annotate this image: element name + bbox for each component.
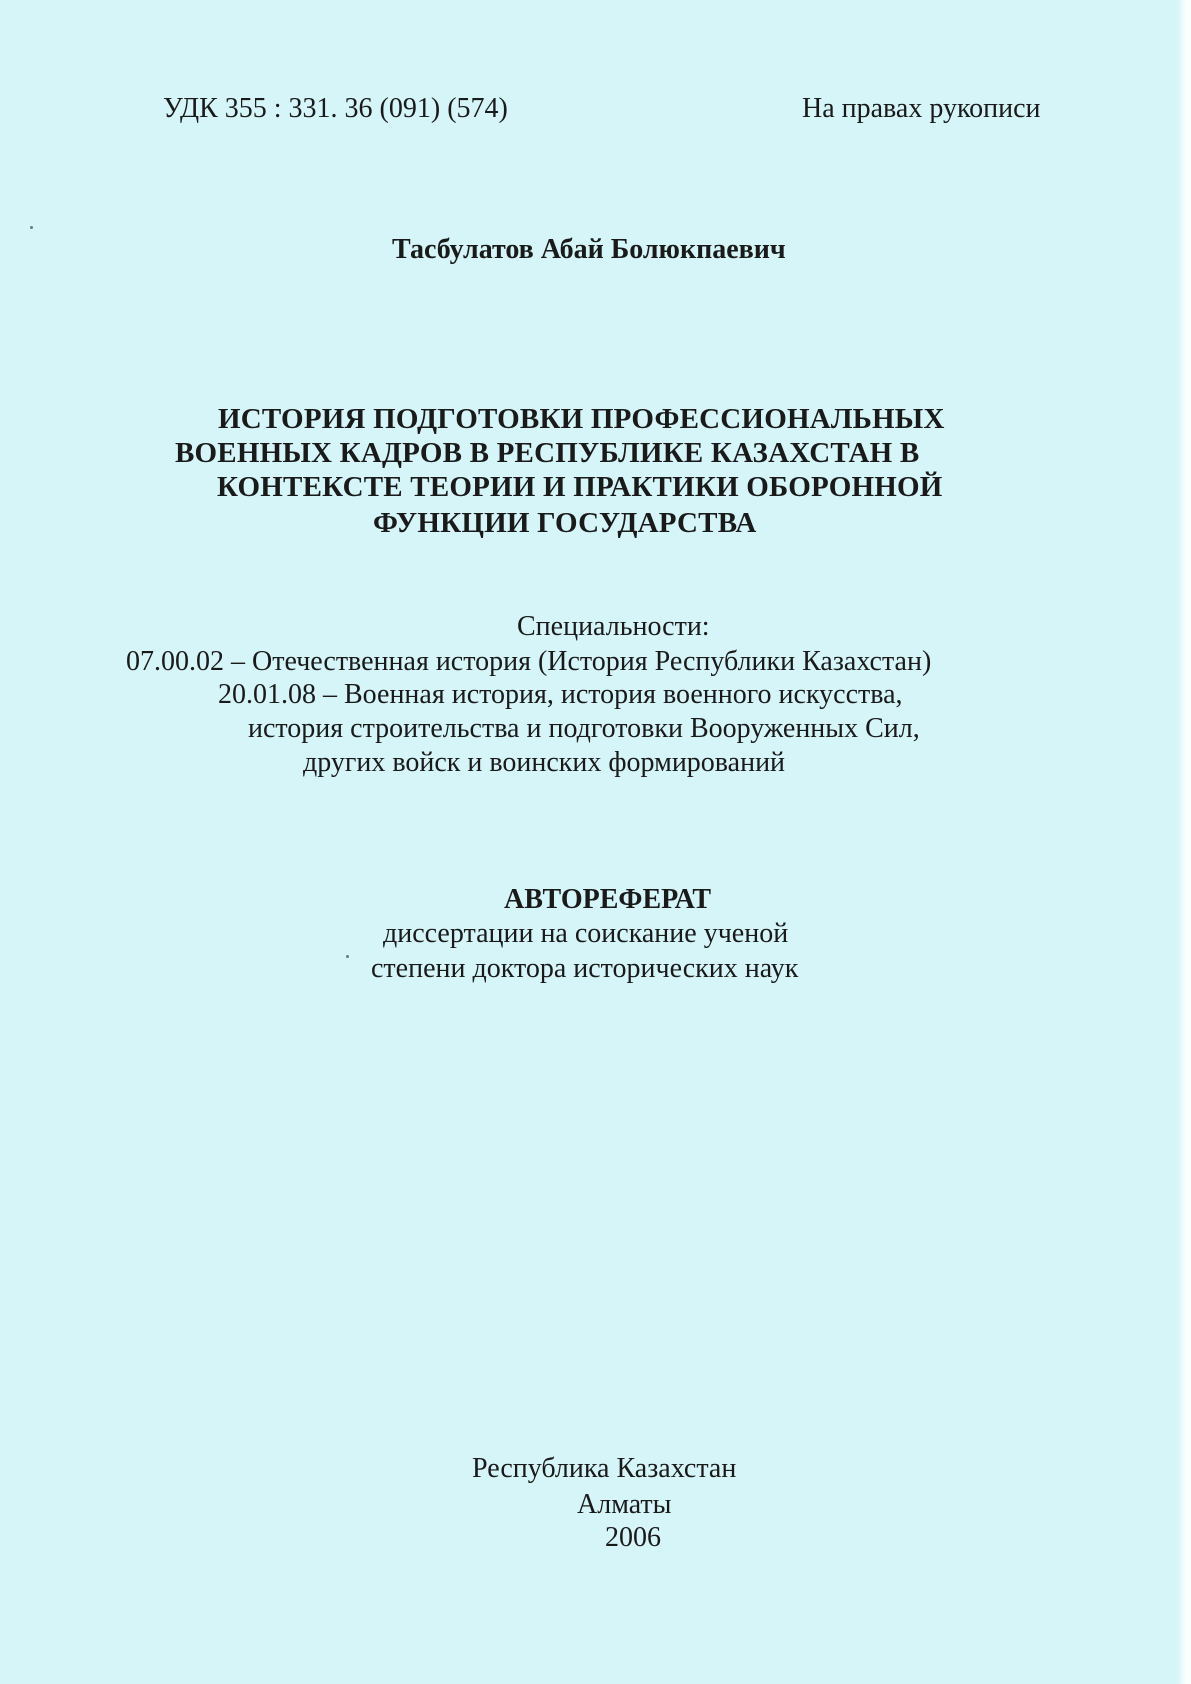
title-line-2: ВОЕННЫХ КАДРОВ В РЕСПУБЛИКЕ КАЗАХСТАН В bbox=[175, 437, 920, 469]
footer-country: Республика Казахстан bbox=[472, 1453, 737, 1484]
specialties-heading: Специальности: bbox=[517, 611, 710, 642]
author-name: Тасбулатов Абай Болюкпаевич bbox=[392, 234, 786, 265]
abstract-heading: АВТОРЕФЕРАТ bbox=[504, 884, 712, 915]
manuscript-rights-note: На правах рукописи bbox=[802, 93, 1041, 124]
abstract-line-1: диссертации на соискание ученой bbox=[383, 918, 789, 949]
footer-year: 2006 bbox=[605, 1522, 661, 1553]
specialty-line-2: 20.01.08 – Военная история, история военного искусства, bbox=[218, 679, 903, 710]
title-line-3: КОНТЕКСТЕ ТЕОРИИ И ПРАКТИКИ ОБОРОННОЙ bbox=[217, 471, 943, 503]
specialty-line-1: 07.00.02 – Отечественная история (История Республики Казахстан) bbox=[126, 646, 932, 677]
specialty-line-4: других войск и воинских формирований bbox=[303, 747, 786, 778]
scan-speck bbox=[346, 955, 349, 958]
scan-speck bbox=[30, 226, 33, 229]
udk-code: УДК 355 : 331. 36 (091) (574) bbox=[163, 93, 508, 124]
footer-city: Алматы bbox=[577, 1489, 672, 1520]
abstract-line-2: степени доктора исторических наук bbox=[371, 953, 799, 984]
title-line-1: ИСТОРИЯ ПОДГОТОВКИ ПРОФЕССИОНАЛЬНЫХ bbox=[218, 403, 945, 435]
title-line-4: ФУНКЦИИ ГОСУДАРСТВА bbox=[373, 507, 757, 539]
specialty-line-3: история строительства и подготовки Вооруженных Сил, bbox=[248, 713, 920, 744]
